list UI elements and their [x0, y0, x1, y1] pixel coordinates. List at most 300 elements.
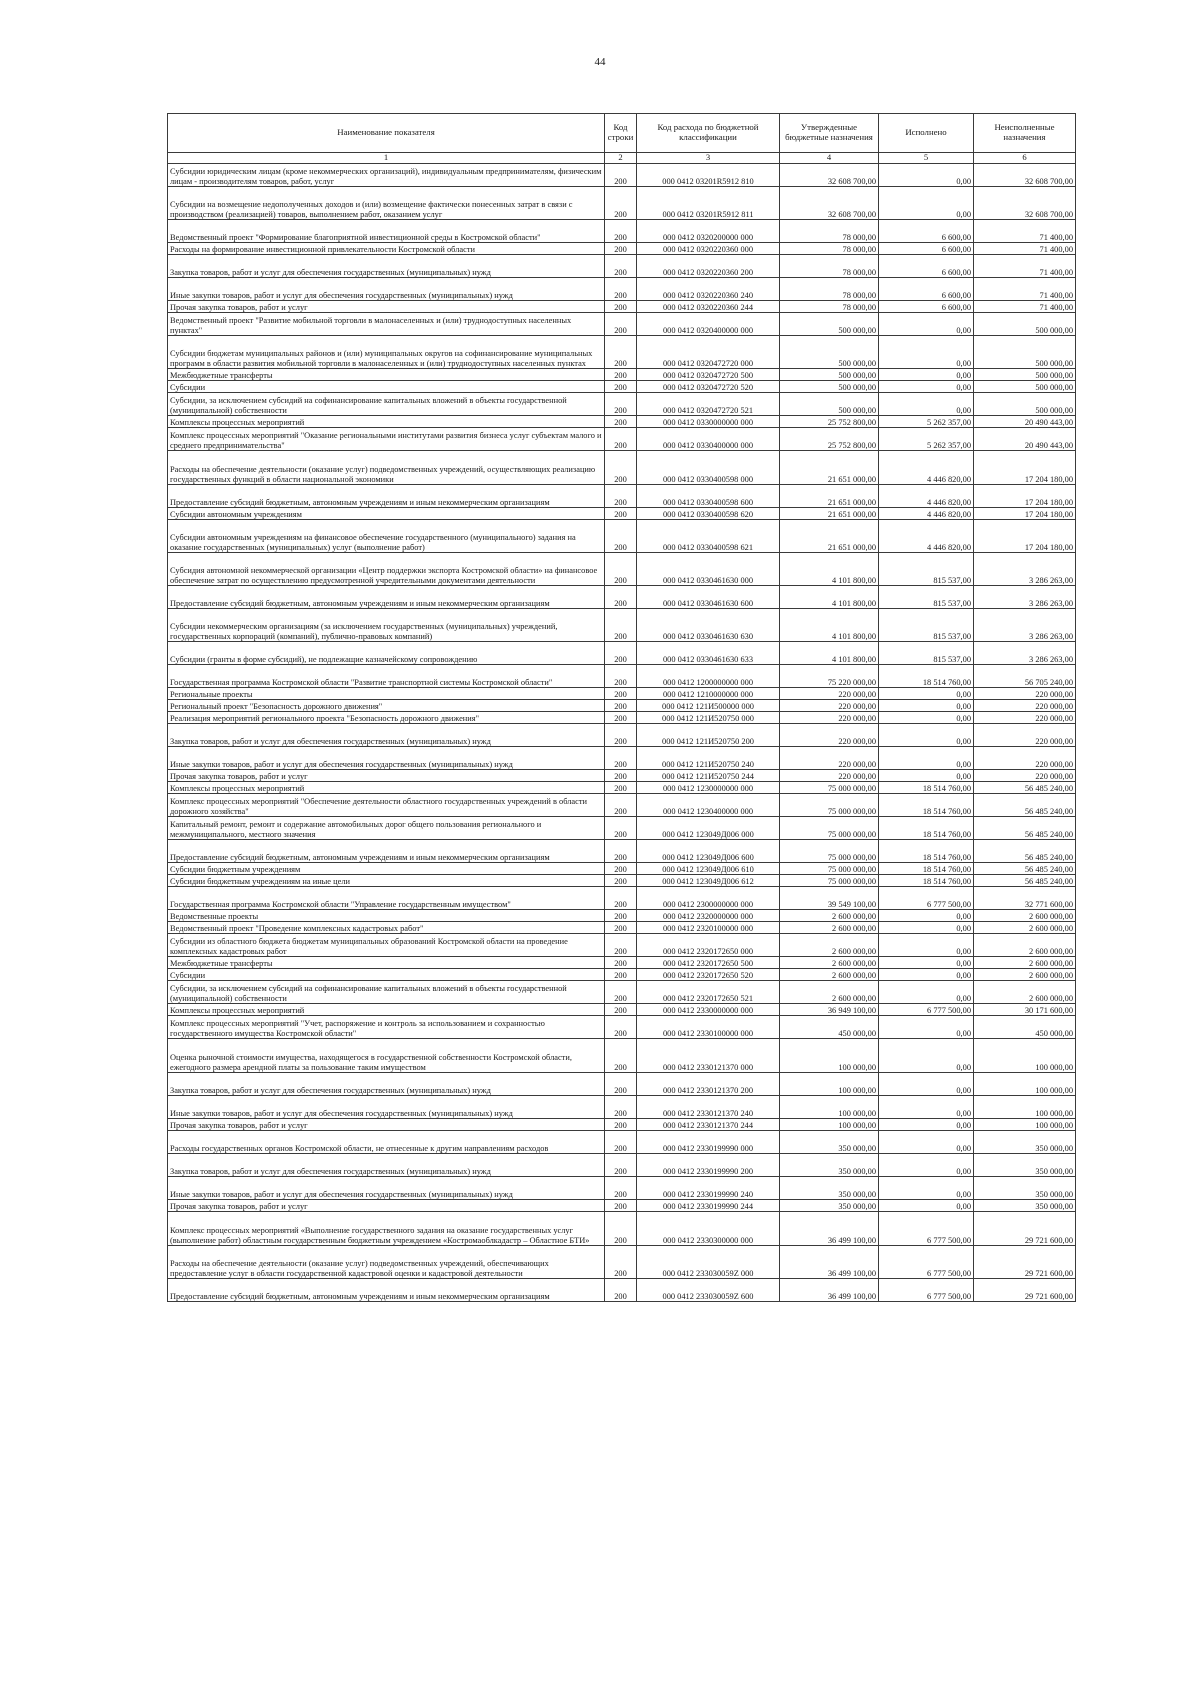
budget-code: 000 0412 2320172650 521 [637, 981, 780, 1004]
line-code: 200 [605, 1200, 637, 1212]
approved-amount: 4 101 800,00 [780, 609, 879, 642]
executed-amount: 0,00 [879, 1073, 974, 1096]
executed-amount: 0,00 [879, 688, 974, 700]
executed-amount: 0,00 [879, 1096, 974, 1119]
line-code: 200 [605, 794, 637, 817]
executed-amount: 18 514 760,00 [879, 875, 974, 887]
budget-code: 000 0412 0320220360 200 [637, 255, 780, 278]
page-number: 44 [594, 56, 606, 68]
budget-code: 000 0412 121И520750 000 [637, 712, 780, 724]
unexecuted-amount: 17 204 180,00 [974, 508, 1076, 520]
unexecuted-amount: 71 400,00 [974, 301, 1076, 313]
executed-amount: 0,00 [879, 393, 974, 416]
executed-amount: 18 514 760,00 [879, 794, 974, 817]
unexecuted-amount: 56 705 240,00 [974, 665, 1076, 688]
executed-amount: 5 262 357,00 [879, 428, 974, 451]
unexecuted-amount: 32 608 700,00 [974, 187, 1076, 220]
table-row [168, 187, 1076, 220]
line-code: 200 [605, 887, 637, 910]
executed-amount: 0,00 [879, 922, 974, 934]
approved-amount: 78 000,00 [780, 243, 879, 255]
budget-code: 000 0412 123049Д006 612 [637, 875, 780, 887]
line-code: 200 [605, 1212, 637, 1246]
unexecuted-amount: 56 485 240,00 [974, 782, 1076, 794]
line-code: 200 [605, 922, 637, 934]
line-code: 200 [605, 164, 637, 187]
executed-amount: 18 514 760,00 [879, 840, 974, 863]
line-code: 200 [605, 336, 637, 369]
budget-code: 000 0412 1210000000 000 [637, 688, 780, 700]
table-row [168, 336, 1076, 369]
line-code: 200 [605, 553, 637, 586]
budget-code: 000 0412 123049Д006 600 [637, 840, 780, 863]
budget-code: 000 0412 233030059Z 600 [637, 1279, 780, 1302]
line-code: 200 [605, 969, 637, 981]
budget-code: 000 0412 121И520750 240 [637, 747, 780, 770]
unexecuted-amount: 71 400,00 [974, 243, 1076, 255]
approved-amount: 220 000,00 [780, 688, 879, 700]
approved-amount: 75 000 000,00 [780, 863, 879, 875]
line-code: 200 [605, 863, 637, 875]
indicator-name: Ведомственные проекты [168, 910, 605, 922]
unexecuted-amount: 30 171 600,00 [974, 1004, 1076, 1016]
unexecuted-amount: 29 721 600,00 [974, 1212, 1076, 1246]
approved-amount: 2 600 000,00 [780, 981, 879, 1004]
indicator-name: Иные закупки товаров, работ и услуг для обеспечения государственных (муниципальных) нужд [168, 1177, 605, 1200]
unexecuted-amount: 2 600 000,00 [974, 969, 1076, 981]
table-row [168, 1212, 1076, 1246]
executed-amount: 6 777 500,00 [879, 1004, 974, 1016]
unexecuted-amount: 2 600 000,00 [974, 981, 1076, 1004]
approved-amount: 36 499 100,00 [780, 1212, 879, 1246]
indicator-name: Государственная программа Костромской области "Развитие транспортной системы Костромской области" [168, 665, 605, 688]
indicator-name: Межбюджетные трансферты [168, 369, 605, 381]
budget-code: 000 0412 0320220360 000 [637, 243, 780, 255]
indicator-name: Закупка товаров, работ и услуг для обеспечения государственных (муниципальных) нужд [168, 1154, 605, 1177]
unexecuted-amount: 100 000,00 [974, 1096, 1076, 1119]
executed-amount: 6 600,00 [879, 220, 974, 243]
budget-code: 000 0412 1200000000 000 [637, 665, 780, 688]
unexecuted-amount: 17 204 180,00 [974, 451, 1076, 485]
indicator-name: Субсидии на возмещение недополученных доходов и (или) возмещение фактически понесенных затрат в связи с производством (реализацией) товаров, выполнением работ, оказанием услуг [168, 187, 605, 220]
approved-amount: 220 000,00 [780, 770, 879, 782]
line-code: 200 [605, 301, 637, 313]
indicator-name: Предоставление субсидий бюджетным, автономным учреждениям и иным некоммерческим организациям [168, 485, 605, 508]
indicator-name: Иные закупки товаров, работ и услуг для обеспечения государственных (муниципальных) нужд [168, 278, 605, 301]
unexecuted-amount: 2 600 000,00 [974, 922, 1076, 934]
unexecuted-amount: 20 490 443,00 [974, 416, 1076, 428]
budget-code: 000 0412 2330121370 240 [637, 1096, 780, 1119]
indicator-name: Региональные проекты [168, 688, 605, 700]
line-code: 200 [605, 220, 637, 243]
line-code: 200 [605, 1004, 637, 1016]
budget-code: 000 0412 1230000000 000 [637, 782, 780, 794]
unexecuted-amount: 56 485 240,00 [974, 875, 1076, 887]
table-row [168, 1016, 1076, 1039]
executed-amount: 6 777 500,00 [879, 1212, 974, 1246]
column-number: 2 [605, 153, 637, 164]
table-row [168, 393, 1076, 416]
unexecuted-amount: 3 286 263,00 [974, 553, 1076, 586]
line-code: 200 [605, 255, 637, 278]
budget-code: 000 0412 0330400598 621 [637, 520, 780, 553]
line-code: 200 [605, 1039, 637, 1073]
executed-amount: 4 446 820,00 [879, 451, 974, 485]
column-number-row [168, 153, 1076, 164]
indicator-name: Расходы на обеспечение деятельности (оказание услуг) подведомственных учреждений, осуществляющих реализацию государственных функций в области национальной экономики [168, 451, 605, 485]
line-code: 200 [605, 1177, 637, 1200]
table-row [168, 1073, 1076, 1096]
indicator-name: Комплексы процессных мероприятий [168, 1004, 605, 1016]
unexecuted-amount: 3 286 263,00 [974, 586, 1076, 609]
table-row [168, 981, 1076, 1004]
table-row [168, 875, 1076, 887]
executed-amount: 4 446 820,00 [879, 508, 974, 520]
line-code: 200 [605, 1073, 637, 1096]
table-body [168, 164, 1076, 1302]
unexecuted-amount: 500 000,00 [974, 336, 1076, 369]
line-code: 200 [605, 485, 637, 508]
unexecuted-amount: 220 000,00 [974, 747, 1076, 770]
header-line-code: Код строки [605, 114, 637, 153]
unexecuted-amount: 71 400,00 [974, 255, 1076, 278]
line-code: 200 [605, 817, 637, 840]
table-row [168, 164, 1076, 187]
unexecuted-amount: 220 000,00 [974, 770, 1076, 782]
budget-code: 000 0412 2330199990 244 [637, 1200, 780, 1212]
executed-amount: 815 537,00 [879, 586, 974, 609]
line-code: 200 [605, 243, 637, 255]
approved-amount: 75 000 000,00 [780, 794, 879, 817]
table-row [168, 1279, 1076, 1302]
line-code: 200 [605, 957, 637, 969]
executed-amount: 0,00 [879, 910, 974, 922]
budget-code: 000 0412 2320000000 000 [637, 910, 780, 922]
line-code: 200 [605, 187, 637, 220]
budget-code: 000 0412 0320220360 240 [637, 278, 780, 301]
line-code: 200 [605, 393, 637, 416]
table-row [168, 782, 1076, 794]
approved-amount: 500 000,00 [780, 393, 879, 416]
budget-code: 000 0412 0320472720 000 [637, 336, 780, 369]
table-row [168, 220, 1076, 243]
line-code: 200 [605, 586, 637, 609]
budget-code: 000 0412 233030059Z 000 [637, 1246, 780, 1279]
header-approved: Утвержденные бюджетные назначения [780, 114, 879, 153]
line-code: 200 [605, 747, 637, 770]
executed-amount: 6 600,00 [879, 301, 974, 313]
executed-amount: 0,00 [879, 187, 974, 220]
unexecuted-amount: 56 485 240,00 [974, 863, 1076, 875]
budget-code: 000 0412 0330400598 620 [637, 508, 780, 520]
executed-amount: 815 537,00 [879, 553, 974, 586]
budget-code: 000 0412 1230400000 000 [637, 794, 780, 817]
executed-amount: 0,00 [879, 934, 974, 957]
line-code: 200 [605, 665, 637, 688]
unexecuted-amount: 56 485 240,00 [974, 840, 1076, 863]
table-row [168, 586, 1076, 609]
table-row [168, 369, 1076, 381]
executed-amount: 18 514 760,00 [879, 665, 974, 688]
approved-amount: 220 000,00 [780, 747, 879, 770]
unexecuted-amount: 350 000,00 [974, 1177, 1076, 1200]
table-row [168, 381, 1076, 393]
approved-amount: 100 000,00 [780, 1096, 879, 1119]
table-row [168, 688, 1076, 700]
line-code: 200 [605, 700, 637, 712]
indicator-name: Оценка рыночной стоимости имущества, находящегося в государственной собственности Костромской области, ежегодного размера арендной платы за пользование таким имуществом [168, 1039, 605, 1073]
table-row [168, 609, 1076, 642]
approved-amount: 78 000,00 [780, 301, 879, 313]
table-row [168, 712, 1076, 724]
unexecuted-amount: 17 204 180,00 [974, 520, 1076, 553]
table-row [168, 794, 1076, 817]
table-row [168, 817, 1076, 840]
executed-amount: 0,00 [879, 1016, 974, 1039]
indicator-name: Комплексы процессных мероприятий [168, 782, 605, 794]
budget-code: 000 0412 0330461630 633 [637, 642, 780, 665]
indicator-name: Закупка товаров, работ и услуг для обеспечения государственных (муниципальных) нужд [168, 724, 605, 747]
approved-amount: 500 000,00 [780, 369, 879, 381]
line-code: 200 [605, 688, 637, 700]
indicator-name: Субсидии автономным учреждениям на финансовое обеспечение государственного (муниципального) задания на оказание государственных (муниципальных) услуг (выполнение работ) [168, 520, 605, 553]
budget-code: 000 0412 2320172650 500 [637, 957, 780, 969]
indicator-name: Субсидия автономной некоммерческой организации «Центр поддержки экспорта Костромской области» на финансовое обеспечение затрат по осуществлению предусмотренной учредительными документами деятельности [168, 553, 605, 586]
table-row [168, 451, 1076, 485]
executed-amount: 0,00 [879, 369, 974, 381]
executed-amount: 4 446 820,00 [879, 485, 974, 508]
budget-code: 000 0412 121И500000 000 [637, 700, 780, 712]
line-code: 200 [605, 840, 637, 863]
executed-amount: 0,00 [879, 336, 974, 369]
indicator-name: Прочая закупка товаров, работ и услуг [168, 1119, 605, 1131]
unexecuted-amount: 29 721 600,00 [974, 1279, 1076, 1302]
line-code: 200 [605, 875, 637, 887]
approved-amount: 500 000,00 [780, 313, 879, 336]
approved-amount: 100 000,00 [780, 1119, 879, 1131]
unexecuted-amount: 56 485 240,00 [974, 817, 1076, 840]
executed-amount: 0,00 [879, 700, 974, 712]
executed-amount: 0,00 [879, 969, 974, 981]
indicator-name: Реализация мероприятий регионального проекта "Безопасность дорожного движения" [168, 712, 605, 724]
indicator-name: Ведомственный проект "Развитие мобильной торговли в малонаселенных и (или) труднодоступных населенных пунктах" [168, 313, 605, 336]
approved-amount: 21 651 000,00 [780, 485, 879, 508]
indicator-name: Иные закупки товаров, работ и услуг для обеспечения государственных (муниципальных) нужд [168, 1096, 605, 1119]
approved-amount: 21 651 000,00 [780, 520, 879, 553]
indicator-name: Субсидии [168, 969, 605, 981]
unexecuted-amount: 100 000,00 [974, 1073, 1076, 1096]
budget-code: 000 0412 0320200000 000 [637, 220, 780, 243]
budget-code: 000 0412 2330121370 200 [637, 1073, 780, 1096]
approved-amount: 75 000 000,00 [780, 817, 879, 840]
table-row [168, 1177, 1076, 1200]
approved-amount: 32 608 700,00 [780, 187, 879, 220]
line-code: 200 [605, 1016, 637, 1039]
budget-code: 000 0412 0330000000 000 [637, 416, 780, 428]
unexecuted-amount: 500 000,00 [974, 381, 1076, 393]
indicator-name: Субсидии [168, 381, 605, 393]
executed-amount: 4 446 820,00 [879, 520, 974, 553]
table-row [168, 1039, 1076, 1073]
line-code: 200 [605, 1246, 637, 1279]
budget-code: 000 0412 0320472720 500 [637, 369, 780, 381]
header-executed: Исполнено [879, 114, 974, 153]
budget-code: 000 0412 2330000000 000 [637, 1004, 780, 1016]
budget-code: 000 0412 03201R5912 811 [637, 187, 780, 220]
approved-amount: 350 000,00 [780, 1200, 879, 1212]
line-code: 200 [605, 770, 637, 782]
table-row [168, 910, 1076, 922]
approved-amount: 100 000,00 [780, 1073, 879, 1096]
table-row [168, 747, 1076, 770]
executed-amount: 0,00 [879, 957, 974, 969]
executed-amount: 0,00 [879, 712, 974, 724]
approved-amount: 75 220 000,00 [780, 665, 879, 688]
unexecuted-amount: 350 000,00 [974, 1131, 1076, 1154]
budget-code: 000 0412 2330300000 000 [637, 1212, 780, 1246]
indicator-name: Субсидии некоммерческим организациям (за исключением государственных (муниципальных) учреждений, государственных корпораций (компаний), публично-правовых компаний) [168, 609, 605, 642]
executed-amount: 0,00 [879, 1200, 974, 1212]
table-row [168, 553, 1076, 586]
line-code: 200 [605, 712, 637, 724]
unexecuted-amount: 100 000,00 [974, 1039, 1076, 1073]
approved-amount: 78 000,00 [780, 278, 879, 301]
approved-amount: 36 499 100,00 [780, 1279, 879, 1302]
column-number: 5 [879, 153, 974, 164]
line-code: 200 [605, 313, 637, 336]
indicator-name: Прочая закупка товаров, работ и услуг [168, 1200, 605, 1212]
approved-amount: 78 000,00 [780, 255, 879, 278]
unexecuted-amount: 2 600 000,00 [974, 910, 1076, 922]
approved-amount: 450 000,00 [780, 1016, 879, 1039]
budget-code: 000 0412 2330199990 000 [637, 1131, 780, 1154]
indicator-name: Предоставление субсидий бюджетным, автономным учреждениям и иным некоммерческим организациям [168, 586, 605, 609]
approved-amount: 75 000 000,00 [780, 840, 879, 863]
executed-amount: 6 777 500,00 [879, 887, 974, 910]
budget-code: 000 0412 03201R5912 810 [637, 164, 780, 187]
line-code: 200 [605, 1154, 637, 1177]
budget-code: 000 0412 2320172650 520 [637, 969, 780, 981]
indicator-name: Государственная программа Костромской области "Управление государственным имуществом" [168, 887, 605, 910]
budget-code: 000 0412 121И520750 200 [637, 724, 780, 747]
indicator-name: Ведомственный проект "Формирование благоприятной инвестиционной среды в Костромской области" [168, 220, 605, 243]
table-row [168, 520, 1076, 553]
table-row [168, 1004, 1076, 1016]
indicator-name: Прочая закупка товаров, работ и услуг [168, 770, 605, 782]
executed-amount: 815 537,00 [879, 642, 974, 665]
line-code: 200 [605, 416, 637, 428]
indicator-name: Комплекс процессных мероприятий "Учет, распоряжение и контроль за использованием и сохранностью государственного имущества Костромской области" [168, 1016, 605, 1039]
line-code: 200 [605, 609, 637, 642]
table-row [168, 416, 1076, 428]
line-code: 200 [605, 981, 637, 1004]
header-unexecuted: Неисполненные назначения [974, 114, 1076, 153]
line-code: 200 [605, 451, 637, 485]
unexecuted-amount: 220 000,00 [974, 724, 1076, 747]
approved-amount: 21 651 000,00 [780, 451, 879, 485]
indicator-name: Прочая закупка товаров, работ и услуг [168, 301, 605, 313]
approved-amount: 4 101 800,00 [780, 642, 879, 665]
table-row [168, 957, 1076, 969]
unexecuted-amount: 500 000,00 [974, 313, 1076, 336]
indicator-name: Субсидии, за исключением субсидий на софинансирование капитальных вложений в объекты государственной (муниципальной) собственности [168, 393, 605, 416]
unexecuted-amount: 2 600 000,00 [974, 957, 1076, 969]
executed-amount: 5 262 357,00 [879, 416, 974, 428]
executed-amount: 0,00 [879, 724, 974, 747]
executed-amount: 6 600,00 [879, 278, 974, 301]
line-code: 200 [605, 428, 637, 451]
budget-code: 000 0412 0320400000 000 [637, 313, 780, 336]
header-budget-code: Код расхода по бюджетной классификации [637, 114, 780, 153]
indicator-name: Региональный проект "Безопасность дорожного движения" [168, 700, 605, 712]
approved-amount: 2 600 000,00 [780, 969, 879, 981]
executed-amount: 0,00 [879, 381, 974, 393]
line-code: 200 [605, 724, 637, 747]
budget-code: 000 0412 0330400598 600 [637, 485, 780, 508]
budget-code: 000 0412 0330400598 000 [637, 451, 780, 485]
budget-code: 000 0412 121И520750 244 [637, 770, 780, 782]
indicator-name: Расходы государственных органов Костромской области, не отнесенные к другим направлениям расходов [168, 1131, 605, 1154]
line-code: 200 [605, 278, 637, 301]
executed-amount: 0,00 [879, 1154, 974, 1177]
approved-amount: 2 600 000,00 [780, 922, 879, 934]
unexecuted-amount: 2 600 000,00 [974, 934, 1076, 957]
column-number: 6 [974, 153, 1076, 164]
executed-amount: 6 777 500,00 [879, 1246, 974, 1279]
indicator-name: Субсидии автономным учреждениям [168, 508, 605, 520]
approved-amount: 25 752 800,00 [780, 428, 879, 451]
budget-code: 000 0412 0330461630 000 [637, 553, 780, 586]
table-row [168, 770, 1076, 782]
approved-amount: 36 949 100,00 [780, 1004, 879, 1016]
approved-amount: 2 600 000,00 [780, 910, 879, 922]
line-code: 200 [605, 1279, 637, 1302]
approved-amount: 350 000,00 [780, 1177, 879, 1200]
unexecuted-amount: 32 608 700,00 [974, 164, 1076, 187]
budget-code: 000 0412 123049Д006 000 [637, 817, 780, 840]
budget-code: 000 0412 0330461630 630 [637, 609, 780, 642]
line-code: 200 [605, 1096, 637, 1119]
column-number: 4 [780, 153, 879, 164]
indicator-name: Субсидии из областного бюджета бюджетам муниципальных образований Костромской области на проведение комплексных кадастровых работ [168, 934, 605, 957]
budget-code: 000 0412 2330121370 244 [637, 1119, 780, 1131]
unexecuted-amount: 220 000,00 [974, 688, 1076, 700]
approved-amount: 2 600 000,00 [780, 957, 879, 969]
table-row [168, 485, 1076, 508]
line-code: 200 [605, 369, 637, 381]
table-row [168, 428, 1076, 451]
executed-amount: 18 514 760,00 [879, 817, 974, 840]
indicator-name: Комплекс процессных мероприятий "Оказание региональными институтами развития бизнеса услуг субъектам малого и среднего предпринимательства" [168, 428, 605, 451]
table-row [168, 1096, 1076, 1119]
table-row [168, 665, 1076, 688]
executed-amount: 0,00 [879, 1039, 974, 1073]
executed-amount: 0,00 [879, 981, 974, 1004]
budget-code: 000 0412 2320172650 000 [637, 934, 780, 957]
indicator-name: Предоставление субсидий бюджетным, автономным учреждениям и иным некоммерческим организациям [168, 840, 605, 863]
approved-amount: 25 752 800,00 [780, 416, 879, 428]
expenditure-report-table [167, 113, 1076, 1302]
unexecuted-amount: 220 000,00 [974, 712, 1076, 724]
indicator-name: Комплекс процессных мероприятий "Обеспечение деятельности областного государственных учреждений в области дорожного хозяйства" [168, 794, 605, 817]
indicator-name: Расходы на формирование инвестиционной привлекательности Костромской области [168, 243, 605, 255]
executed-amount: 0,00 [879, 1131, 974, 1154]
budget-code: 000 0412 2330199990 200 [637, 1154, 780, 1177]
table-header-row [168, 114, 1076, 153]
line-code: 200 [605, 782, 637, 794]
line-code: 200 [605, 508, 637, 520]
line-code: 200 [605, 381, 637, 393]
